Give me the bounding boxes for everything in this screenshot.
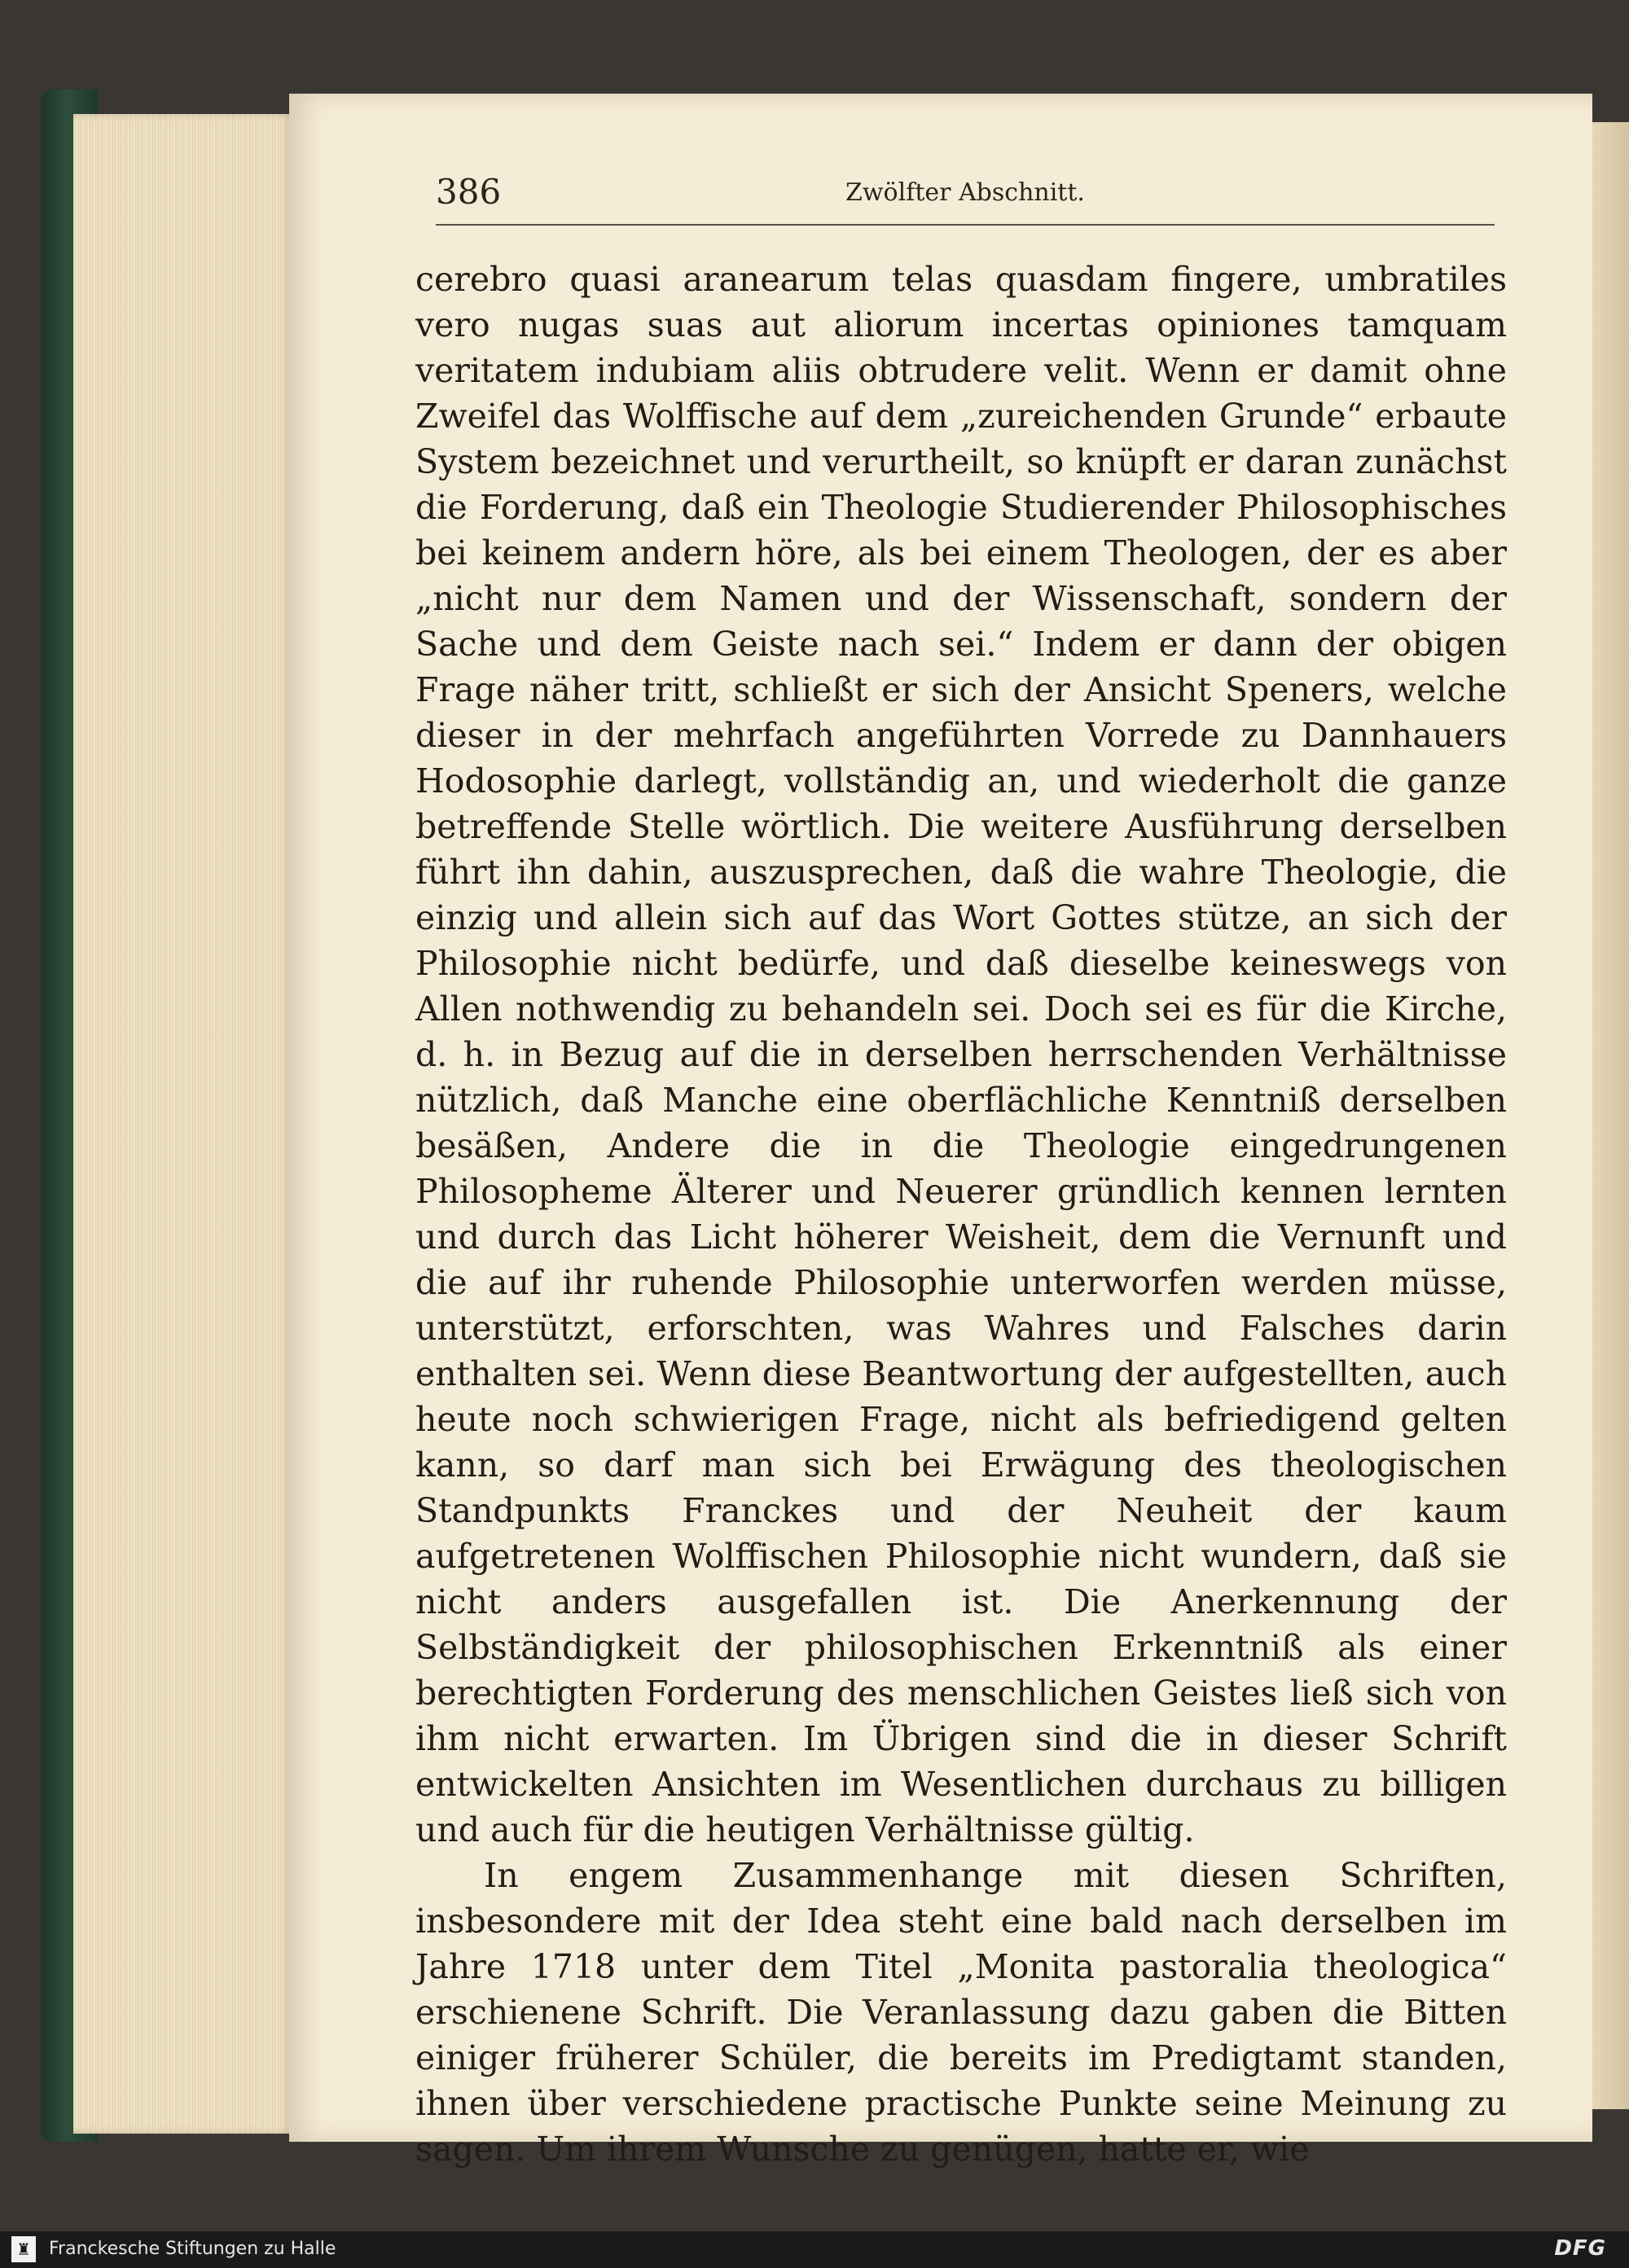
institution-name[interactable]: Franckesche Stiftungen zu Halle [49,2239,336,2259]
paragraph-2: In engem Zusammenhange mit diesen Schriften, insbesondere mit der Idea steht eine bald nach derselben im Jahre 1718 unter dem Titel „Monita pastoralia theologica“ erschienene Schrift. Die Veranlassung dazu gaben die Bitten einiger früherer Schüler, die bereits im Predigtamt standen, ihnen über verschiedene practische Punkte seine Meinung zu sagen. Um ihrem Wunsche zu genügen, hatte er, wie [415,1856,1507,2169]
running-head: Zwölfter Abschnitt. [845,178,1085,207]
book-page [289,94,1592,2169]
facing-page-edge [1588,122,1629,2109]
institution-logo-icon: ♜ [11,2236,36,2262]
paragraph-1: cerebro quasi aranearum telas quasdam fingere, umbratiles vero nugas suas aut aliorum incertas opiniones tamquam veritatem indubiam aliis obtrudere velit. Wenn er damit ohne Zweifel das Wolffische auf dem „zureichenden Grunde“ erbaute System bezeichnet und verurtheilt, so knüpft er daran zunächst die Forderung, daß ein Theologie Studierender Philosophisches bei keinem andern höre, als bei einem Theologen, der es aber „nicht nur dem Namen und der Wissenschaft, sondern der Sache und dem Geiste nach sei.“ Indem er dann der obigen Frage näher tritt, schließt er sich der Ansicht Speners, welche dieser in der mehrfach angeführten Vorrede zu Dannhauers Hodosophie darlegt, vollständig an, und wiederholt die ganze betreffende Stelle wörtlich. Die weitere Ausführung derselben führt ihn dahin, auszusprechen, daß die wahre Theologie, die einzig und allein sich auf das Wort Gottes stütze, an sich der Philosophie nicht bedürfe, und daß dieselbe keineswegs von Allen nothwendig zu behandeln sei. Doch sei es für die Kirche, d. h. in Bezug auf die in derselben herrschenden Verhältnisse nützlich, daß Manche eine oberflächliche Kenntniß derselben besäßen, Andere die in die Theologie eingedrungenen Philosopheme Älterer und Neuerer gründlich kennen lernten und durch das Licht höherer Weisheit, dem die Vernunft und die auf ihr ruhende Philosophie unterworfen werden müsse, unterstützt, erforschten, was Wahres und Falsches darin enthalten sei. Wenn diese Beantwortung der aufgestellten, auch heute noch schwierigen Frage, nicht als befriedigend gelten kann, so darf man sich bei Erwägung des theologischen Standpunkts Franckes und der Neuheit der kaum aufgetretenen Wolffischen Philosophie nicht wundern, daß sie nicht anders ausgefallen ist. Die Anerkennung der Selbständigkeit der philosophischen Erkenntniß als einer berechtigten Forderung des menschlichen Geistes ließ sich von ihm nicht erwarten. Im Übrigen sind die in dieser Schrift entwickelten Ansichten im Wesentlichen durchaus zu billigen und auch für die heutigen Verhältnisse gültig. [415,260,1507,1849]
body-text [415,257,1507,2172]
page-number: 386 [436,172,502,212]
footer-bar [0,2231,1629,2268]
dfg-logo[interactable]: DFG [1554,2236,1606,2261]
page-header [436,167,1495,226]
page-stack-edges [73,114,293,2134]
